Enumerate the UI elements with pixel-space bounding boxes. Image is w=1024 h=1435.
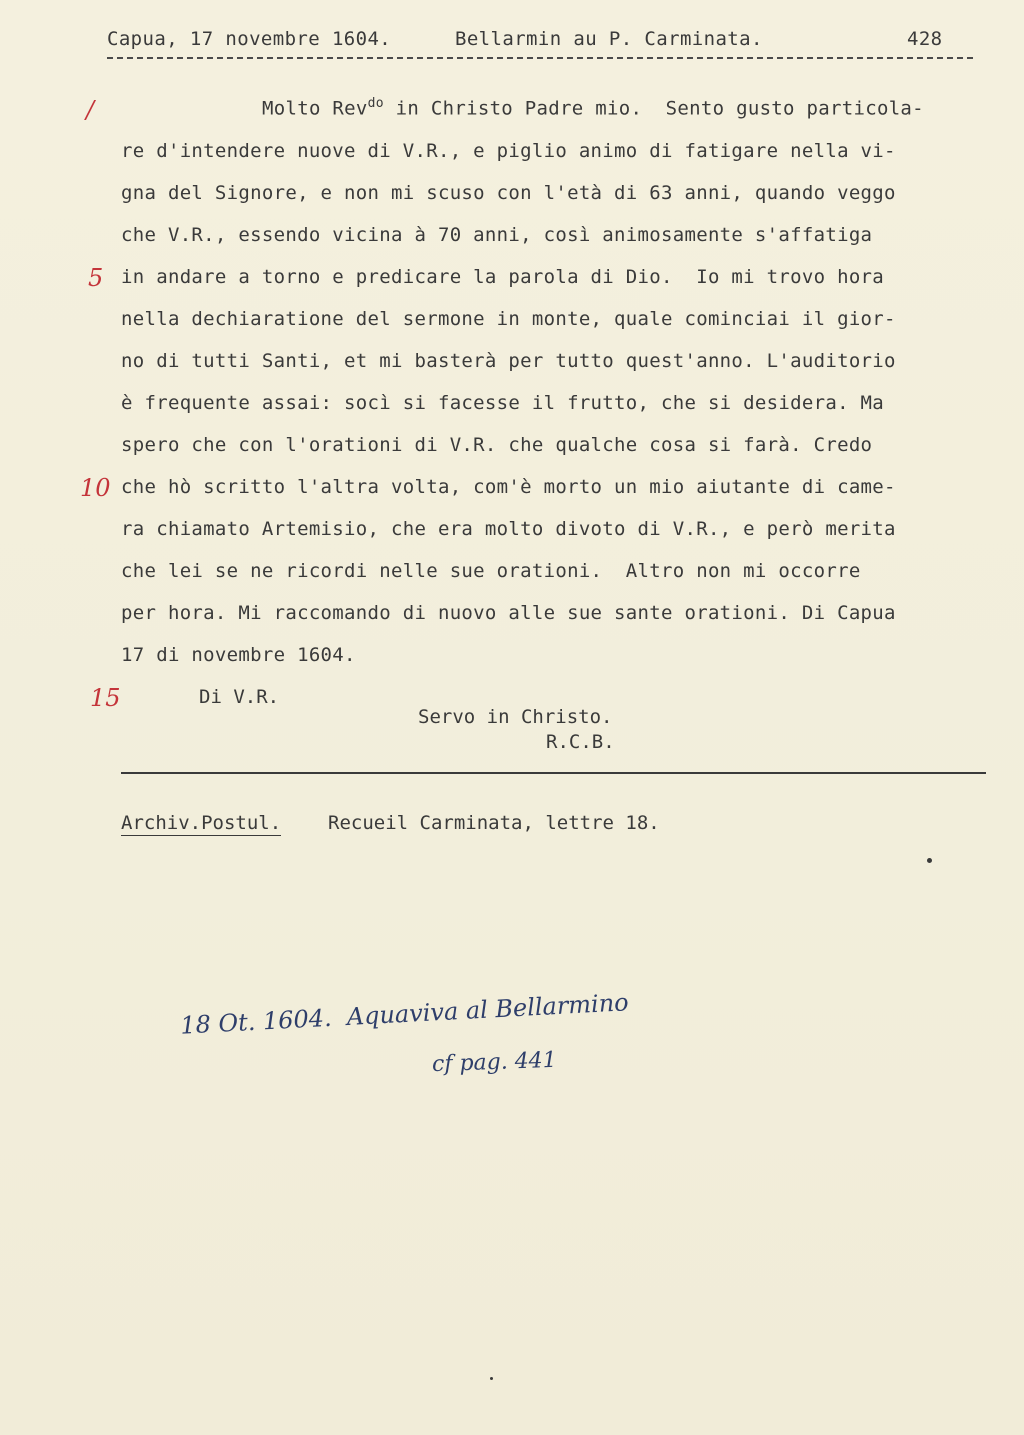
ink-speck [490,1377,493,1380]
page-number: 428 [907,28,943,50]
margin-line-number: 5 [88,264,104,292]
letter-line: che V.R., essendo vicina à 70 anni, così animosamente s'affatiga [121,224,873,246]
letter-line: per hora. Mi raccomando di nuovo alle sue sante orationi. Di Capua [121,602,896,624]
margin-line-number: / [86,96,95,124]
salutation-rest: in Christo Padre mio. Sento gusto particola- [383,97,924,120]
letter-line: 17 di novembre 1604. [121,644,356,666]
salutation-superscript: do [367,96,384,111]
ink-speck [927,858,932,863]
letter-line: che lei se ne ricordi nelle sue orationi. Altro non mi occorre [121,560,861,582]
letter-line: re d'intendere nuove di V.R., e piglio animo di fatigare nella vi- [121,140,896,162]
closing-addressee: Di V.R. [199,686,280,708]
margin-line-number: 15 [90,684,121,712]
closing-servo: Servo in Christo. [418,706,613,728]
letter-line: spero che con l'orationi di V.R. che qualche cosa si farà. Credo [121,434,873,456]
handwritten-note-line: 18 Ot. 1604. Aquaviva al Bellarmino [179,988,630,1040]
letter-line: no di tutti Santi, et mi basterà per tutto quest'anno. L'auditorio [121,350,896,372]
page-header [107,28,973,60]
letter-line: è frequente assai: socì si facesse il frutto, che si desidera. Ma [121,392,885,414]
margin-line-number: 10 [80,474,111,502]
letter-line: gna del Signore, e non mi scuso con l'età di 63 anni, quando veggo [121,182,896,204]
letter-line: che hò scritto l'altra volta, com'è morto un mio aiutante di came- [121,476,896,498]
footer-divider [121,772,986,774]
source-archive: Archiv.Postul. [121,812,282,834]
handwritten-note-line: cf pag. 441 [431,1047,558,1078]
source-reference: Recueil Carminata, lettre 18. [328,812,660,834]
letter-salutation-line [262,96,924,119]
header-place-date: Capua, 17 novembre 1604. [107,28,392,50]
salutation-text: Molto Rev [262,97,368,120]
letter-line: in andare a torno e predicare la parola di Dio. Io mi trovo hora [121,266,885,288]
letter-line: ra chiamato Artemisio, che era molto divoto di V.R., e però merita [121,518,896,540]
letter-line: nella dechiaratione del sermone in monte, quale cominciai il gior- [121,308,896,330]
header-underline [107,57,973,59]
closing-initials: R.C.B. [546,731,615,753]
header-subject: Bellarmin au P. Carminata. [455,28,763,50]
